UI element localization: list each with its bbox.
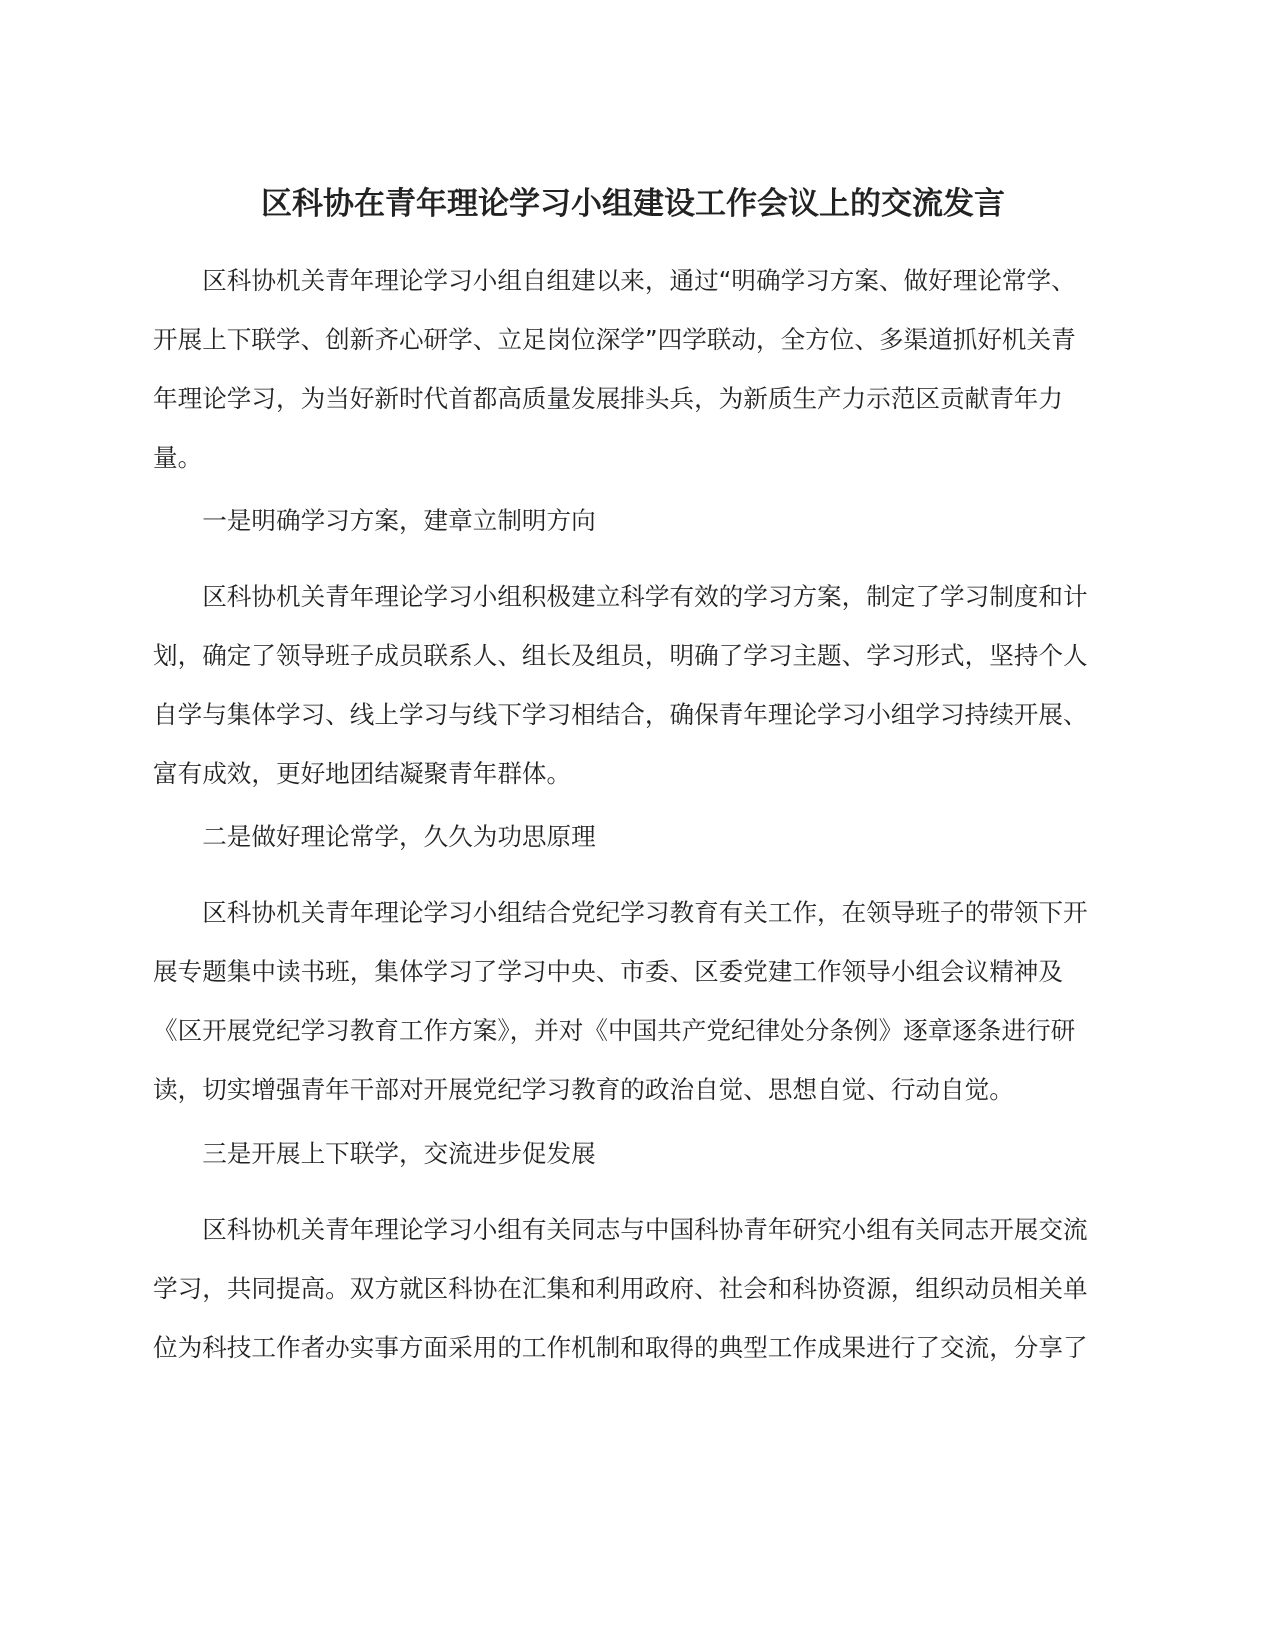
paragraph-line: 富有成效，更好地团结凝聚青年群体。 bbox=[153, 759, 572, 788]
section-heading-2: 二是做好理论常学，久久为功思原理 bbox=[202, 822, 596, 851]
intro-paragraph bbox=[153, 251, 1101, 487]
paragraph-line: 读，切实增强青年干部对开展党纪学习教育的政治自觉、思想自觉、行动自觉。 bbox=[153, 1075, 1014, 1104]
paragraph-line: 区科协机关青年理论学习小组积极建立科学有效的学习方案，制定了学习制度和计 bbox=[202, 582, 1088, 611]
section-3-paragraph bbox=[153, 1200, 1101, 1377]
paragraph-line: 《区开展党纪学习教育工作方案》，并对《中国共产党纪律处分条例》逐章逐条进行研 bbox=[153, 1016, 1076, 1045]
section-heading-3: 三是开展上下联学，交流进步促发展 bbox=[202, 1139, 596, 1168]
paragraph-line: 学习，共同提高。双方就区科协在汇集和利用政府、社会和科协资源，组织动员相关单 bbox=[153, 1274, 1088, 1303]
section-1-paragraph bbox=[153, 567, 1101, 803]
paragraph-line: 展专题集中读书班，集体学习了学习中央、市委、区委党建工作领导小组会议精神及 bbox=[153, 957, 1063, 986]
paragraph-line: 量。 bbox=[153, 443, 203, 472]
paragraph-line: 位为科技工作者办实事方面采用的工作机制和取得的典型工作成果进行了交流，分享了 bbox=[153, 1333, 1088, 1362]
paragraph-line: 区科协机关青年理论学习小组有关同志与中国科协青年研究小组有关同志开展交流 bbox=[202, 1215, 1088, 1244]
paragraph-line: 划，确定了领导班子成员联系人、组长及组员，明确了学习主题、学习形式，坚持个人 bbox=[153, 641, 1088, 670]
paragraph-line: 自学与集体学习、线上学习与线下学习相结合，确保青年理论学习小组学习持续开展、 bbox=[153, 700, 1088, 729]
paragraph-line: 开展上下联学、创新齐心研学、立足岗位深学”四学联动，全方位、多渠道抓好机关青 bbox=[153, 325, 1076, 354]
document-title: 区科协在青年理论学习小组建设工作会议上的交流发言 bbox=[261, 186, 1005, 222]
paragraph-line: 区科协机关青年理论学习小组自组建以来，通过“明确学习方案、做好理论常学、 bbox=[202, 266, 1076, 295]
paragraph-line: 区科协机关青年理论学习小组结合党纪学习教育有关工作，在领导班子的带领下开 bbox=[202, 898, 1088, 927]
section-2-paragraph bbox=[153, 883, 1101, 1119]
section-heading-1: 一是明确学习方案，建章立制明方向 bbox=[202, 506, 596, 535]
paragraph-line: 年理论学习，为当好新时代首都高质量发展排头兵，为新质生产力示范区贡献青年力 bbox=[153, 384, 1063, 413]
